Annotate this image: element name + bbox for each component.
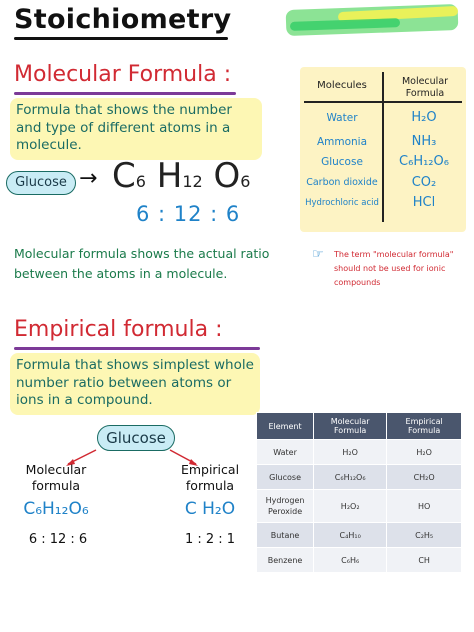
comparison-table-header [257, 413, 462, 440]
table-row [257, 548, 462, 573]
formula-sub-12: 12 [182, 172, 203, 191]
table-row [257, 490, 462, 523]
diagram-empirical-formula: C H₂O [184, 499, 236, 519]
formula-element-c: C [112, 156, 136, 196]
cell-element: Hydrogen Peroxide [257, 490, 314, 523]
cell-molecular: C₆H₁₂O₆ [314, 465, 387, 490]
col-header-molecular: Molecular Formula [314, 413, 387, 440]
molecular-note: Molecular formula shows the actual ratio between the atoms in a molecule. [14, 246, 270, 281]
comparison-table [256, 412, 462, 573]
cell-element: Glucose [257, 465, 314, 490]
cell-empirical: CH [387, 548, 462, 573]
formula-sub-6: 6 [135, 172, 146, 191]
cell-molecular: C₄H₁₀ [314, 523, 387, 548]
col-header-element: Element [257, 413, 314, 440]
diagram-glucose-pill: Glucose [97, 425, 175, 451]
title-underline [14, 37, 228, 40]
molecule-table-header-formula: Molecular Formula [401, 76, 449, 99]
cell-empirical: C₂H₅ [387, 523, 462, 548]
formula-element-o: O [213, 156, 241, 196]
empirical-heading: Empirical formula : [14, 317, 223, 342]
glucose-pill: Glucose [6, 171, 76, 195]
diagram-molecular-ratio: 6 : 12 : 6 [28, 532, 88, 547]
molecule-name-glucose: Glucose [321, 156, 363, 168]
empirical-heading-underline [14, 347, 260, 350]
cell-empirical: CH₂O [387, 465, 462, 490]
molecule-name-water: Water [326, 112, 358, 124]
page-title: Stoichiometry [14, 4, 232, 35]
cell-element: Butane [257, 523, 314, 548]
molecule-formula-ammonia: NH₃ [411, 134, 437, 149]
molecule-formula-carbon-dioxide: CO₂ [411, 175, 437, 190]
molecule-table-divider [382, 72, 384, 222]
cell-empirical: HO [387, 490, 462, 523]
molecular-definition: Formula that shows the number and type of different atoms in a molecule. [16, 102, 232, 153]
molecular-heading-underline [14, 92, 236, 95]
molecule-formula-hydrochloric-acid: HCl [412, 195, 436, 210]
cell-element: Water [257, 440, 314, 465]
col-header-empirical: Empirical Formula [387, 413, 462, 440]
molecular-ratio: 6 : 12 : 6 [136, 202, 241, 226]
diagram-molecular-formula: C₆H₁₂O₆ [23, 499, 89, 519]
molecule-formula-water: H₂O [411, 110, 437, 125]
pointing-hand-icon: ☞ [312, 247, 324, 262]
table-row [257, 523, 462, 548]
empirical-definition: Formula that shows simplest whole number ratio between atoms or ions in a compound. [16, 357, 254, 408]
diagram-empirical-label: Empirical formula [180, 462, 240, 493]
molecule-table-header-rule [304, 101, 462, 103]
glucose-molecular-formula [112, 156, 250, 196]
diagram-empirical-ratio: 1 : 2 : 1 [184, 532, 236, 547]
ionic-side-note: The term "molecular formula" should not be used for ionic compounds [334, 250, 454, 287]
molecule-name-hydrochloric-acid: Hydrochloric acid [305, 198, 379, 208]
formula-sub-6b: 6 [240, 172, 251, 191]
molecule-table-header-molecules: Molecules [317, 80, 367, 91]
cell-empirical: H₂O [387, 440, 462, 465]
table-row [257, 465, 462, 490]
cell-element: Benzene [257, 548, 314, 573]
table-row [257, 440, 462, 465]
molecule-name-carbon-dioxide: Carbon dioxide [306, 177, 378, 188]
molecular-heading: Molecular Formula : [14, 62, 232, 87]
formula-element-h: H [156, 156, 183, 196]
diagram-molecular-label: Molecular formula [25, 462, 87, 493]
molecule-name-ammonia: Ammonia [316, 136, 368, 148]
molecule-formula-glucose: C₆H₁₂O₆ [399, 154, 449, 169]
arrow-right-icon: → [79, 166, 98, 191]
cell-molecular: H₂O₂ [314, 490, 387, 523]
cell-molecular: H₂O [314, 440, 387, 465]
cell-molecular: C₆H₆ [314, 548, 387, 573]
